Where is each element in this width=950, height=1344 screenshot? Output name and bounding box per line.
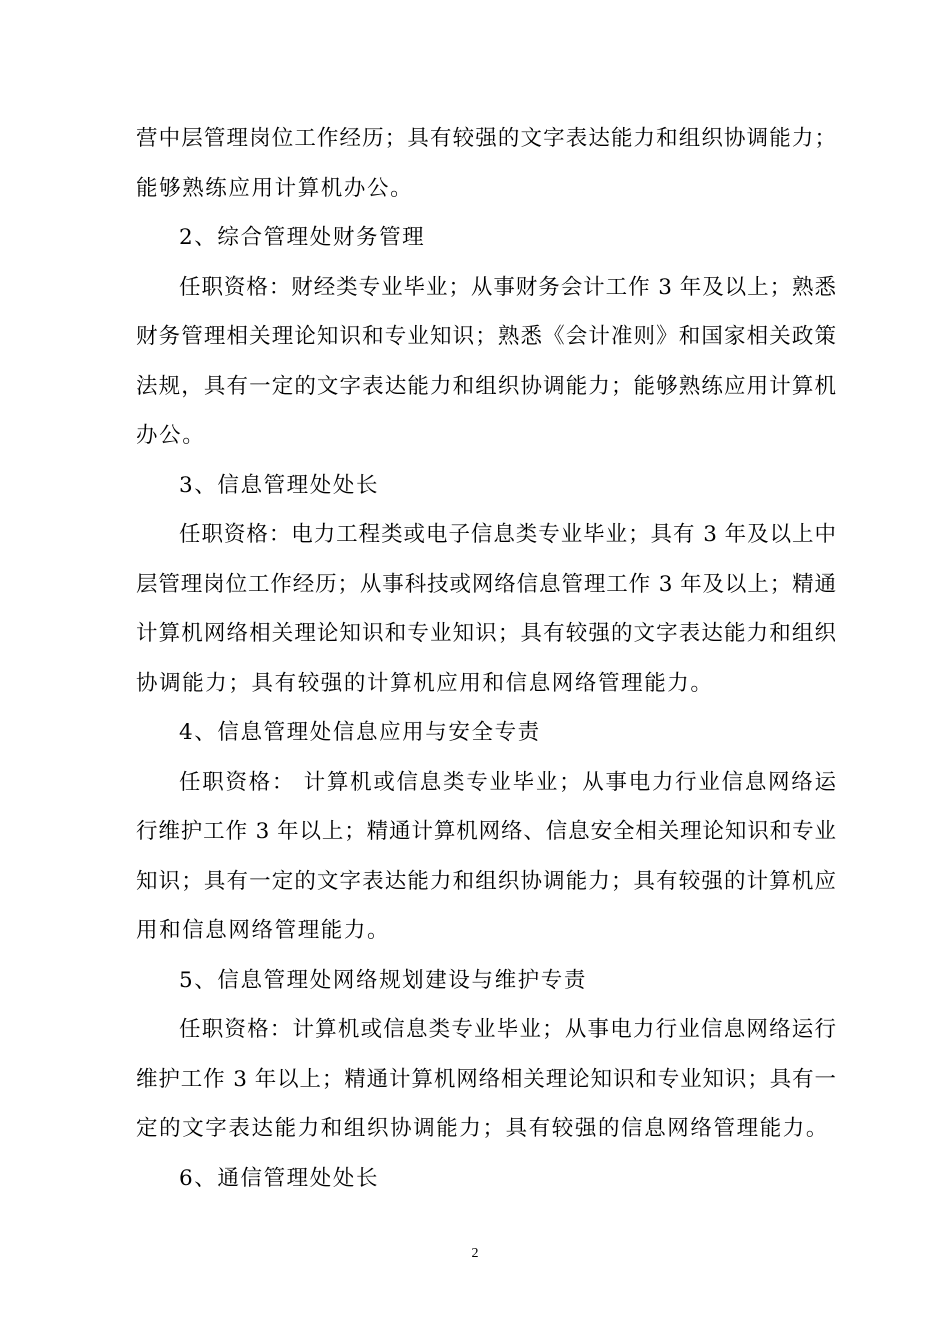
paragraph-line: 知识；具有一定的文字表达能力和组织协调能力；具有较强的计算机应 (136, 868, 836, 894)
paragraph-line: 用和信息网络管理能力。 (136, 918, 391, 943)
paragraph-line: 任职资格：财经类专业毕业；从事财务会计工作 3 年及以上；熟悉 (179, 274, 836, 300)
paragraph-line: 维护工作 3 年以上；精通计算机网络相关理论知识和专业知识；具有一 (136, 1066, 836, 1092)
paragraph-line: 层管理岗位工作经历；从事科技或网络信息管理工作 3 年及以上；精通 (136, 571, 836, 597)
paragraph-line: 财务管理相关理论知识和专业知识；熟悉《会计准则》和国家相关政策 (136, 324, 836, 349)
paragraph-line: 任职资格： 计算机或信息类专业毕业；从事电力行业信息网络运 (179, 769, 836, 795)
paragraph-line: 行维护工作 3 年以上；精通计算机网络、信息安全相关理论知识和专业 (136, 819, 836, 844)
paragraph-line: 任职资格：计算机或信息类专业毕业；从事电力行业信息网络运行 (179, 1017, 836, 1042)
section-heading: 4、信息管理处信息应用与安全专责 (179, 720, 541, 745)
paragraph-line: 营中层管理岗位工作经历；具有较强的文字表达能力和组织协调能力； (136, 126, 836, 151)
paragraph-line: 任职资格：电力工程类或电子信息类专业毕业；具有 3 年及以上中 (179, 522, 836, 547)
paragraph-line: 办公。 (136, 423, 206, 448)
document-body (136, 114, 836, 1203)
section-heading: 6、通信管理处处长 (179, 1165, 380, 1191)
paragraph-line: 协调能力；具有较强的计算机应用和信息网络管理能力。 (136, 670, 714, 696)
section-heading: 5、信息管理处网络规划建设与维护专责 (179, 967, 587, 993)
paragraph-line: 能够熟练应用计算机办公。 (136, 175, 414, 201)
paragraph-line: 法规，具有一定的文字表达能力和组织协调能力；能够熟练应用计算机 (136, 373, 836, 399)
paragraph-line: 计算机网络相关理论知识和专业知识；具有较强的文字表达能力和组织 (136, 621, 836, 646)
paragraph-line: 定的文字表达能力和组织协调能力；具有较强的信息网络管理能力。 (136, 1116, 830, 1141)
page-number: 2 (471, 1246, 479, 1261)
section-heading: 3、信息管理处处长 (179, 472, 380, 498)
section-heading: 2、综合管理处财务管理 (179, 225, 426, 250)
